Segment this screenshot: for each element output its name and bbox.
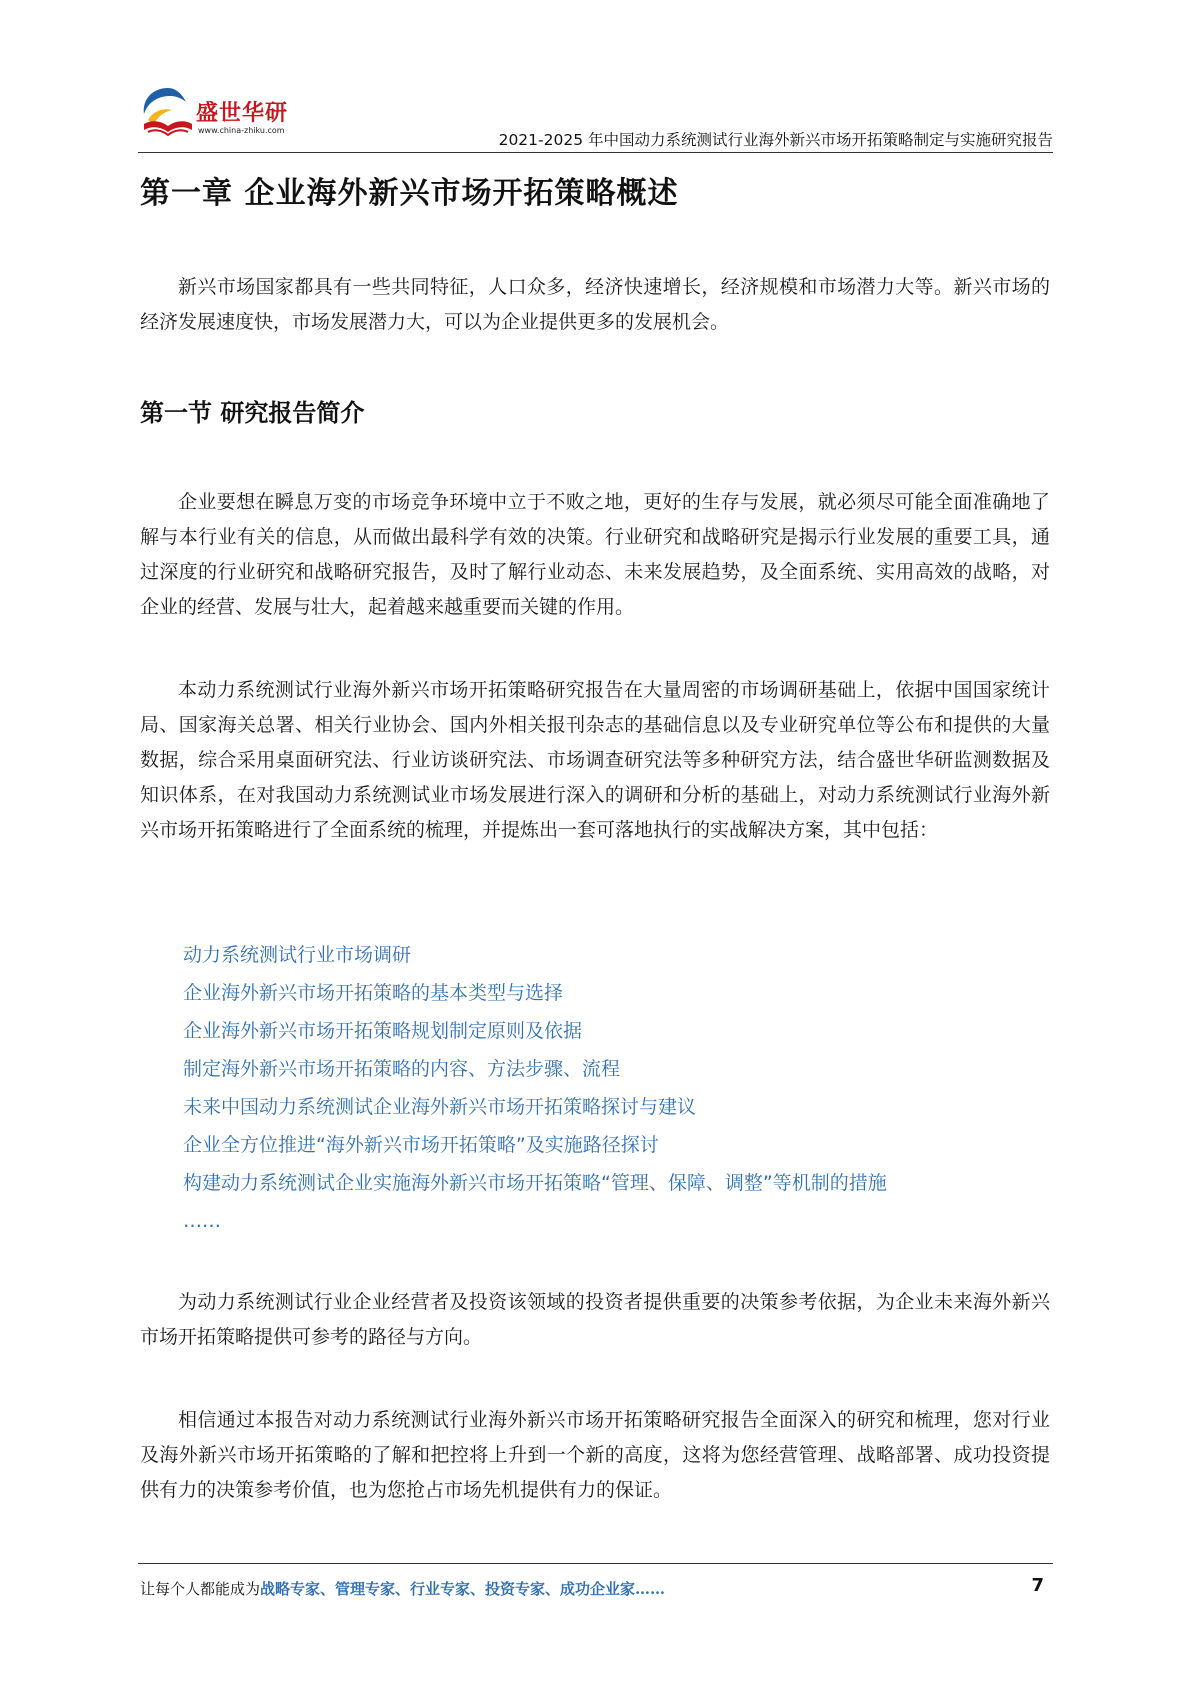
contents-item[interactable]: 企业全方位推进“海外新兴市场开拓策略”及实施路径探讨 xyxy=(183,1134,659,1156)
contents-ellipsis: …… xyxy=(183,1210,221,1232)
logo-url: www.china-zhiku.com xyxy=(198,126,285,135)
company-logo xyxy=(138,80,318,146)
section-paragraph-2: 本动力系统测试行业海外新兴市场开拓策略研究报告在大量周密的市场调研基础上，依据中国国家统计局、国家海关总署、相关行业协会、国内外相关报刊杂志的基础信息以及专业研究单位等公布和提供的大量数据，综合采用桌面研究法、行业访谈研究法、市场调查研究法等多种研究方法，结合盛世华研监测数据及知识体系，在对我国动力系统测试业市场发展进行深入的调研和分析的基础上，对动力系统测试行业海外新兴市场开拓策略进行了全面系统的梳理，并提炼出一套可落地执行的实战解决方案，其中包括： xyxy=(140,679,1050,841)
contents-item[interactable]: 未来中国动力系统测试企业海外新兴市场开拓策略探讨与建议 xyxy=(183,1096,697,1118)
logo-text: 盛世华研 xyxy=(196,101,289,126)
footer-slogan xyxy=(140,1578,665,1599)
chapter-intro-paragraph: 新兴市场国家都具有一些共同特征，人口众多，经济快速增长，经济规模和市场潜力大等。新兴市场的经济发展速度快，市场发展潜力大，可以为企业提供更多的发展机会。 xyxy=(140,276,1050,333)
page-number: 7 xyxy=(1031,1575,1044,1596)
section-paragraph-1: 企业要想在瞬息万变的市场竞争环境中立于不败之地，更好的生存与发展，就必须尽可能全面准确地了解与本行业有关的信息，从而做出最科学有效的决策。行业研究和战略研究是揭示行业发展的重要工具，通过深度的行业研究和战略研究报告，及时了解行业动态、未来发展趋势，及全面系统、实用高效的战略，对企业的经营、发展与壮大，起着越来越重要而关键的作用。 xyxy=(140,491,1050,618)
contents-item[interactable]: 制定海外新兴市场开拓策略的内容、方法步骤、流程 xyxy=(183,1058,621,1080)
contents-item[interactable]: 构建动力系统测试企业实施海外新兴市场开拓策略“管理、保障、调整”等机制的措施 xyxy=(183,1172,887,1194)
section-paragraph-4: 相信通过本报告对动力系统测试行业海外新兴市场开拓策略研究报告全面深入的研究和梳理，您对行业及海外新兴市场开拓策略的了解和把控将上升到一个新的高度，这将为您经营管理、战略部署、成功投资提供有力的决策参考价值，也为您抢占市场先机提供有力的保证。 xyxy=(140,1409,1050,1501)
contents-item[interactable]: 企业海外新兴市场开拓策略规划制定原则及依据 xyxy=(183,1020,583,1042)
contents-item[interactable]: 企业海外新兴市场开拓策略的基本类型与选择 xyxy=(183,982,564,1004)
contents-list xyxy=(183,936,887,1240)
footer-divider xyxy=(138,1563,1053,1564)
slogan-prefix: 让每个人都能成为 xyxy=(140,1580,261,1598)
section-paragraph-3: 为动力系统测试行业企业经营者及投资该领域的投资者提供重要的决策参考依据，为企业未来海外新兴市场开拓策略提供可参考的路径与方向。 xyxy=(140,1291,1050,1348)
section-title: 第一节 研究报告简介 xyxy=(140,399,365,427)
slogan-highlight: 战略专家、管理专家、行业专家、投资专家、成功企业家…… xyxy=(260,1580,666,1598)
chapter-title: 第一章 企业海外新兴市场开拓策略概述 xyxy=(140,176,679,211)
logo-emblem-icon xyxy=(138,80,200,142)
report-title: 2021-2025 年中国动力系统测试行业海外新兴市场开拓策略制定与实施研究报告 xyxy=(498,131,1053,149)
contents-item[interactable]: 动力系统测试行业市场调研 xyxy=(183,944,412,966)
header-divider xyxy=(138,152,1053,153)
